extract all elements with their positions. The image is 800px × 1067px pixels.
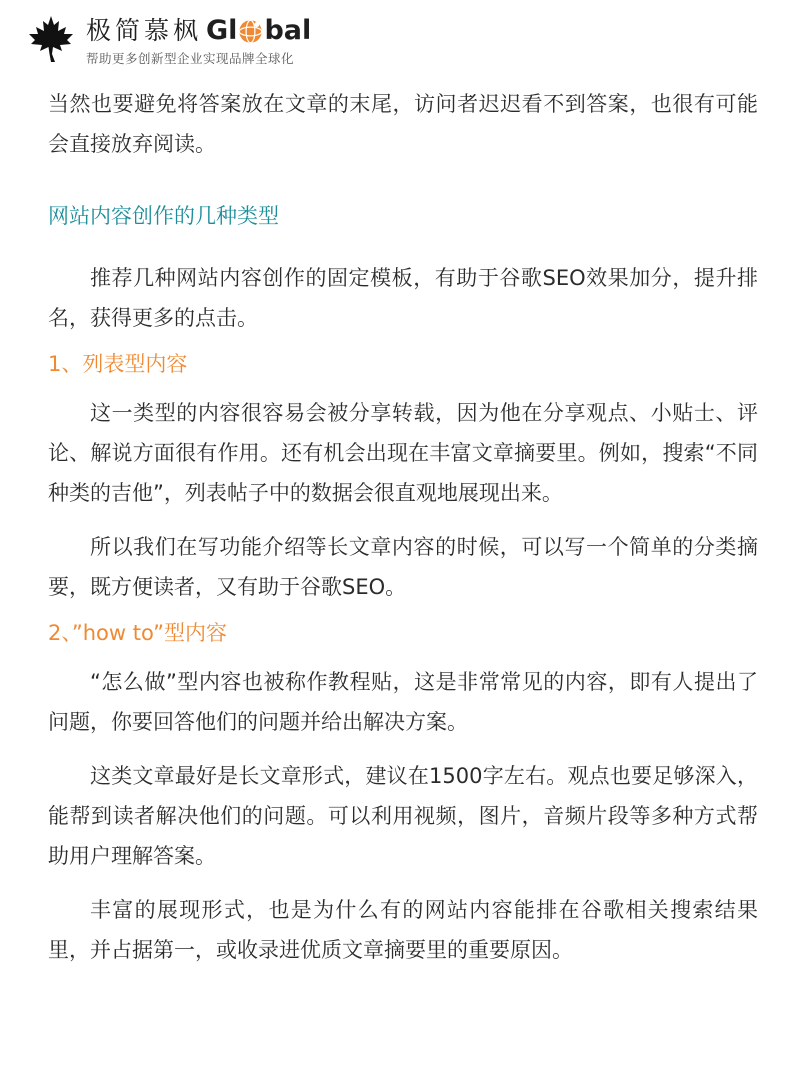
how-to-paragraph-2: 这类文章最好是长文章形式，建议在1500字左右。观点也要足够深入，能帮到读者解决他们的问题。可以利用视频，图片，音频片段等多种方式帮助用户理解答案。 xyxy=(48,764,758,868)
subheading-list-content: 1、列表型内容 xyxy=(48,352,188,376)
brand-header xyxy=(26,14,311,70)
brand-en-prefix: Gl xyxy=(206,15,238,46)
list-content-paragraph-2: 所以我们在写功能介绍等长文章内容的时候，可以写一个简单的分类摘要，既方便读者，又有助于谷歌SEO。 xyxy=(48,535,758,599)
subheading-how-to-content: 2、”how to”型内容 xyxy=(48,621,227,645)
brand-tagline: 帮助更多创新型企业实现品牌全球化 xyxy=(86,51,295,66)
list-content-paragraph-1: 这一类型的内容很容易会被分享转载，因为他在分享观点、小贴士、评论、解说方面很有作用。还有机会出现在丰富文章摘要里。例如，搜索“不同种类的吉他”，列表帖子中的数据会很直观地展现出来。 xyxy=(48,401,758,505)
section-intro-paragraph: 推荐几种网站内容创作的固定模板，有助于谷歌SEO效果加分，提升排名，获得更多的点击。 xyxy=(48,266,758,330)
article-body xyxy=(48,84,758,970)
brand-name-cn: 极简慕枫 xyxy=(86,16,203,45)
how-to-paragraph-1: “怎么做”型内容也被称作教程贴，这是非常常见的内容，即有人提出了问题，你要回答他们的问题并给出解决方案。 xyxy=(48,670,758,734)
section-heading: 网站内容创作的几种类型 xyxy=(48,204,279,228)
brand-en-suffix: bal xyxy=(264,15,312,46)
brand-name-en xyxy=(206,14,311,48)
how-to-paragraph-3: 丰富的展现形式，也是为什么有的网站内容能排在谷歌相关搜索结果里，并占据第一，或收录进优质文章摘要里的重要原因。 xyxy=(48,898,758,962)
maple-leaf-icon xyxy=(26,14,76,64)
intro-paragraph: 当然也要避免将答案放在文章的末尾，访问者迟迟看不到答案，也很有可能会直接放弃阅读。 xyxy=(48,92,758,156)
brand-line xyxy=(86,14,311,48)
globe-icon xyxy=(238,19,263,44)
brand-text xyxy=(86,14,311,67)
